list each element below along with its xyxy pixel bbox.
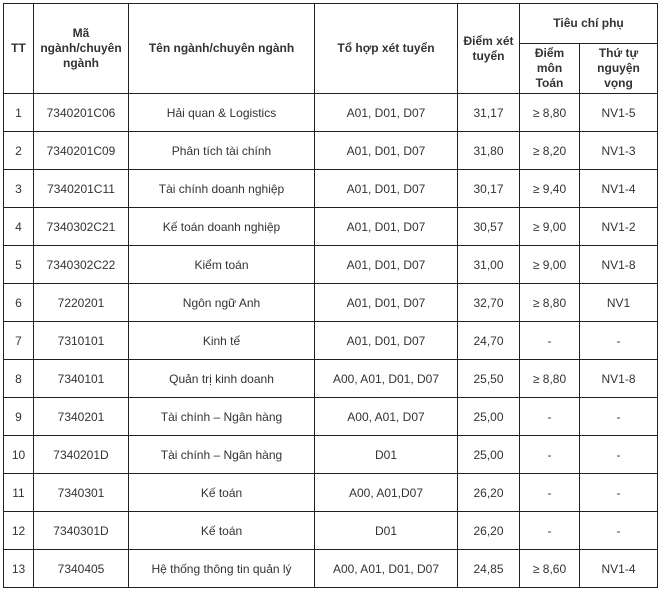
cell-priority: - <box>580 512 658 550</box>
cell-math-score: ≥ 9,00 <box>520 208 580 246</box>
table-row <box>4 246 658 284</box>
table-header <box>4 4 658 94</box>
cell-name: Ngôn ngữ Anh <box>129 284 315 322</box>
cell-score: 25,00 <box>458 436 520 474</box>
header-tt: TT <box>4 4 34 94</box>
cell-name: Kế toán doanh nghiệp <box>129 208 315 246</box>
header-math-score: Điểm môn Toán <box>520 44 580 94</box>
cell-math-score: - <box>520 436 580 474</box>
cell-tt: 12 <box>4 512 34 550</box>
cell-tt: 1 <box>4 94 34 132</box>
cell-priority: NV1 <box>580 284 658 322</box>
cell-math-score: ≥ 8,60 <box>520 550 580 588</box>
cell-tt: 3 <box>4 170 34 208</box>
cell-combo: A01, D01, D07 <box>315 170 458 208</box>
cell-combo: A01, D01, D07 <box>315 284 458 322</box>
cell-name: Kế toán <box>129 474 315 512</box>
cell-name: Tài chính doanh nghiệp <box>129 170 315 208</box>
admissions-table <box>3 3 658 588</box>
table-row <box>4 132 658 170</box>
cell-code: 7340201C09 <box>34 132 129 170</box>
cell-tt: 13 <box>4 550 34 588</box>
cell-tt: 9 <box>4 398 34 436</box>
cell-score: 26,20 <box>458 512 520 550</box>
cell-name: Kiểm toán <box>129 246 315 284</box>
cell-name: Hải quan & Logistics <box>129 94 315 132</box>
table-row <box>4 550 658 588</box>
cell-code: 7340301D <box>34 512 129 550</box>
cell-tt: 10 <box>4 436 34 474</box>
cell-priority: NV1-4 <box>580 550 658 588</box>
table-row <box>4 512 658 550</box>
cell-score: 30,57 <box>458 208 520 246</box>
cell-priority: - <box>580 436 658 474</box>
cell-code: 7220201 <box>34 284 129 322</box>
table-row <box>4 436 658 474</box>
cell-name: Tài chính – Ngân hàng <box>129 398 315 436</box>
cell-combo: A01, D01, D07 <box>315 246 458 284</box>
cell-math-score: ≥ 9,00 <box>520 246 580 284</box>
header-score: Điểm xét tuyển <box>458 4 520 94</box>
cell-tt: 7 <box>4 322 34 360</box>
cell-combo: A00, A01, D01, D07 <box>315 550 458 588</box>
cell-score: 31,80 <box>458 132 520 170</box>
cell-priority: - <box>580 322 658 360</box>
cell-math-score: ≥ 8,80 <box>520 360 580 398</box>
cell-math-score: - <box>520 322 580 360</box>
cell-priority: - <box>580 398 658 436</box>
cell-score: 25,00 <box>458 398 520 436</box>
cell-priority: NV1-2 <box>580 208 658 246</box>
cell-name: Hệ thống thông tin quản lý <box>129 550 315 588</box>
cell-tt: 11 <box>4 474 34 512</box>
cell-combo: A00, A01, D01, D07 <box>315 360 458 398</box>
cell-code: 7340101 <box>34 360 129 398</box>
cell-priority: NV1-8 <box>580 360 658 398</box>
cell-code: 7340201 <box>34 398 129 436</box>
cell-code: 7340201C06 <box>34 94 129 132</box>
cell-math-score: - <box>520 474 580 512</box>
table-row <box>4 322 658 360</box>
header-sub-criteria: Tiêu chí phụ <box>520 4 658 44</box>
cell-combo: A01, D01, D07 <box>315 94 458 132</box>
cell-code: 7340201D <box>34 436 129 474</box>
table-row <box>4 208 658 246</box>
cell-name: Kế toán <box>129 512 315 550</box>
table-row <box>4 170 658 208</box>
cell-code: 7340302C21 <box>34 208 129 246</box>
table-row <box>4 284 658 322</box>
cell-code: 7340302C22 <box>34 246 129 284</box>
table-body <box>4 94 658 588</box>
cell-math-score: ≥ 8,80 <box>520 284 580 322</box>
cell-tt: 8 <box>4 360 34 398</box>
cell-tt: 6 <box>4 284 34 322</box>
cell-priority: NV1-8 <box>580 246 658 284</box>
cell-score: 31,17 <box>458 94 520 132</box>
cell-score: 32,70 <box>458 284 520 322</box>
cell-combo: A00, A01,D07 <box>315 474 458 512</box>
cell-code: 7340405 <box>34 550 129 588</box>
table-row <box>4 94 658 132</box>
cell-combo: A01, D01, D07 <box>315 322 458 360</box>
cell-score: 24,70 <box>458 322 520 360</box>
cell-combo: A01, D01, D07 <box>315 132 458 170</box>
cell-name: Phân tích tài chính <box>129 132 315 170</box>
table-row <box>4 398 658 436</box>
cell-combo: A01, D01, D07 <box>315 208 458 246</box>
cell-score: 31,00 <box>458 246 520 284</box>
cell-combo: D01 <box>315 436 458 474</box>
header-name: Tên ngành/chuyên ngành <box>129 4 315 94</box>
cell-priority: - <box>580 474 658 512</box>
cell-code: 7340201C11 <box>34 170 129 208</box>
header-code: Mã ngành/chuyên ngành <box>34 4 129 94</box>
cell-tt: 4 <box>4 208 34 246</box>
cell-math-score: - <box>520 512 580 550</box>
header-combo: Tổ hợp xét tuyển <box>315 4 458 94</box>
cell-code: 7340301 <box>34 474 129 512</box>
cell-name: Quản trị kinh doanh <box>129 360 315 398</box>
cell-math-score: ≥ 8,20 <box>520 132 580 170</box>
header-priority: Thứ tự nguyện vọng <box>580 44 658 94</box>
table-row <box>4 474 658 512</box>
cell-combo: D01 <box>315 512 458 550</box>
cell-name: Kinh tế <box>129 322 315 360</box>
cell-score: 25,50 <box>458 360 520 398</box>
cell-score: 24,85 <box>458 550 520 588</box>
cell-score: 26,20 <box>458 474 520 512</box>
cell-math-score: - <box>520 398 580 436</box>
cell-tt: 2 <box>4 132 34 170</box>
cell-combo: A00, A01, D07 <box>315 398 458 436</box>
cell-math-score: ≥ 9,40 <box>520 170 580 208</box>
cell-score: 30,17 <box>458 170 520 208</box>
cell-code: 7310101 <box>34 322 129 360</box>
cell-math-score: ≥ 8,80 <box>520 94 580 132</box>
cell-priority: NV1-4 <box>580 170 658 208</box>
table-row <box>4 360 658 398</box>
cell-tt: 5 <box>4 246 34 284</box>
cell-priority: NV1-5 <box>580 94 658 132</box>
cell-name: Tài chính – Ngân hàng <box>129 436 315 474</box>
cell-priority: NV1-3 <box>580 132 658 170</box>
